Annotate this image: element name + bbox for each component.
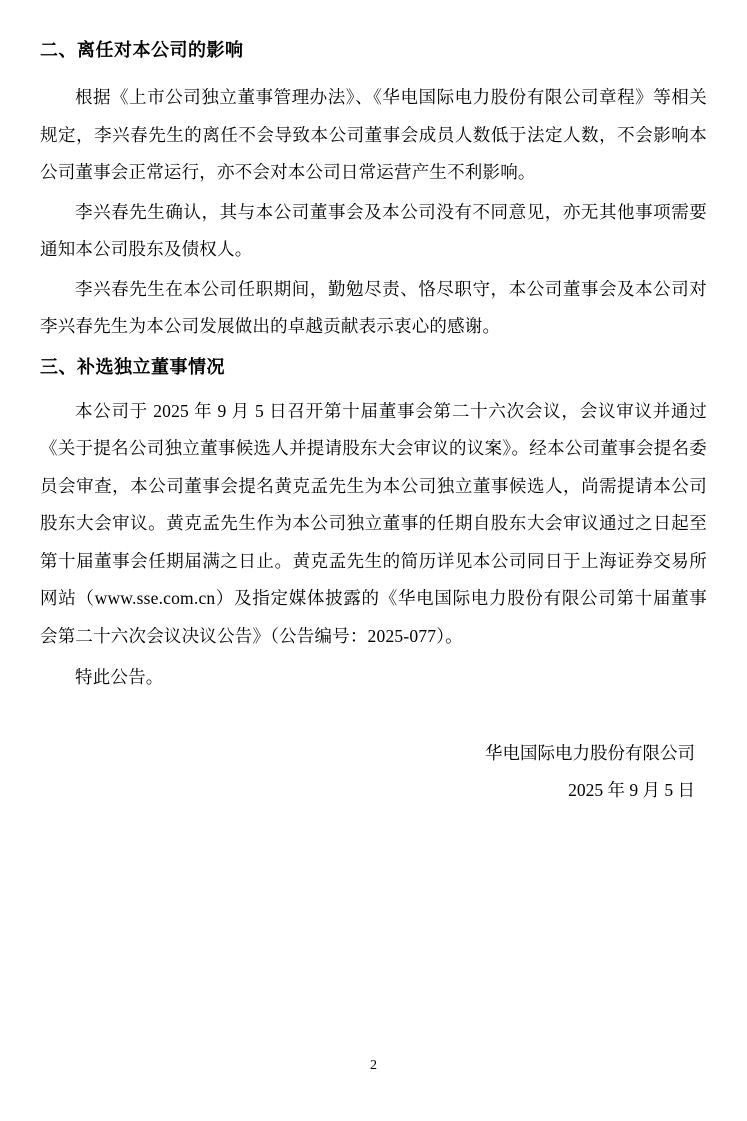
paragraph-gratitude: 李兴春先生在本公司任职期间，勤勉尽责、恪尽职守，本公司董事会及本公司对李兴春先生为本公司发展做出的卓越贡献表示衷心的感谢。 bbox=[40, 278, 707, 336]
paragraph-byelection-details: 本公司于 2025 年 9 月 5 日召开第十届董事会第二十六次会议，会议审议并通过《关于提名公司独立董事候选人并提请股东大会审议的议案》。经本公司董事会提名委员会审查，本公司董事会提名黄克孟先生为本公司独立董事候选人，尚需提请本公司股东大会审议。黄克孟先生作为本公司独立董事的任期自股东大会审议通过之日起至第十届董事会任期届满之日止。黄克孟先生的简历详见本公司同日于上海证券交易所网站（www.sse.com.cn）及指定媒体披露的《华电国际电力股份有限公司第十届董事会第二十六次会议决议公告》（公告编号：2025-077）。 bbox=[40, 400, 707, 646]
page-number: 2 bbox=[370, 1058, 377, 1073]
signature-company-name: 华电国际电力股份有限公司 bbox=[485, 742, 695, 763]
paragraph-departure-regulations: 根据《上市公司独立董事管理办法》、《华电国际电力股份有限公司章程》等相关规定，李兴春先生的离任不会导致本公司董事会成员人数低于法定人数，不会影响本公司董事会正常运行，亦不会对本公司日常运营产生不利影响。 bbox=[40, 87, 707, 182]
section-heading-departure-impact: 二、离任对本公司的影响 bbox=[40, 40, 244, 60]
signature-block bbox=[40, 735, 707, 810]
paragraph-closing-announcement: 特此公告。 bbox=[75, 667, 164, 687]
page-footer bbox=[0, 1056, 747, 1076]
paragraph-no-disagreement: 李兴春先生确认，其与本公司董事会及本公司没有不同意见，亦无其他事项需要通知本公司股东及债权人。 bbox=[40, 201, 707, 259]
signature-date: 2025 年 9 月 5 日 bbox=[568, 780, 695, 800]
section-heading-byelection-director: 三、补选独立董事情况 bbox=[40, 356, 225, 377]
